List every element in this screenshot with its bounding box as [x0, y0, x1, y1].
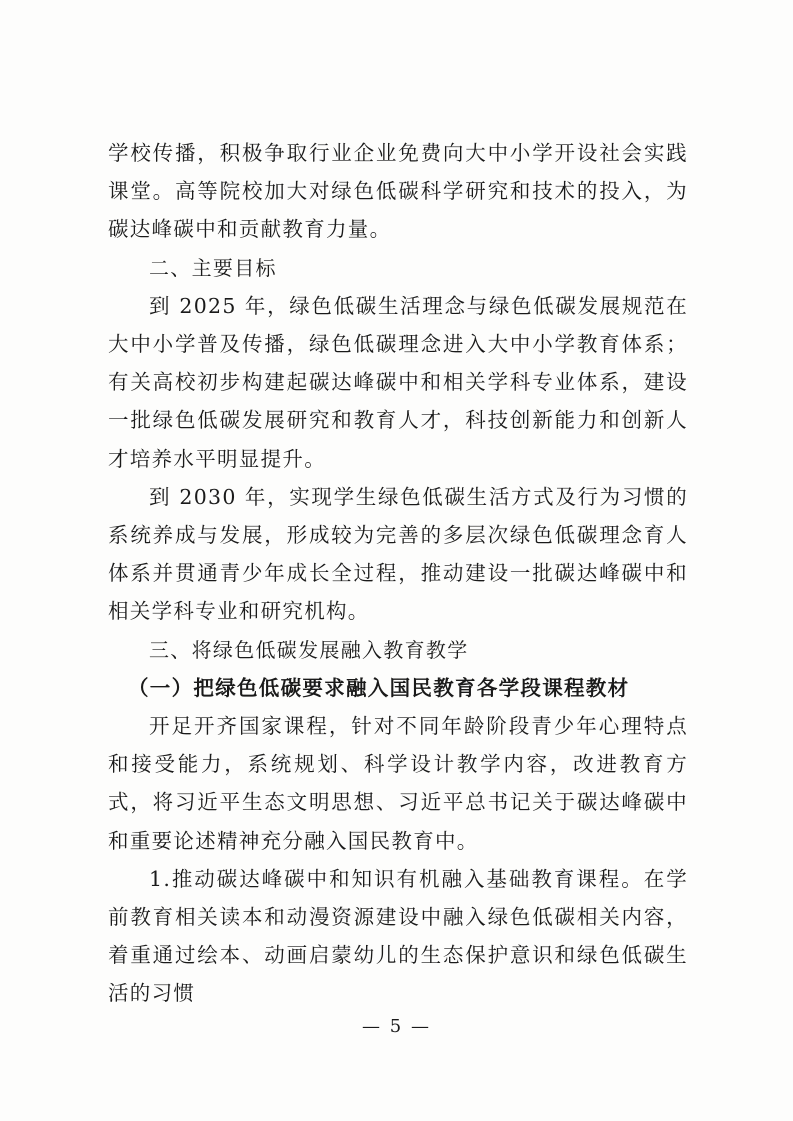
paragraph-goal-2025: 到 2025 年，绿色低碳生活理念与绿色低碳发展规范在大中小学普及传播，绿色低碳理念进入大中小学教育体系；有关高校初步构建起碳达峰碳中和相关学科专业体系，建设一批绿色低碳发展研究和教育人才，科技创新能力和创新人才培养水平明显提升。	[108, 293, 688, 471]
paragraph-intro-continued: 学校传播，积极争取行业企业免费向大中小学开设社会实践课堂。高等院校加大对绿色低碳科学研究和技术的投入，为碳达峰碳中和贡献教育力量。	[108, 141, 688, 242]
paragraph-basic-education: 1.推动碳达峰碳中和知识有机融入基础教育课程。在学前教育相关读本和动漫资源建设中融入绿色低碳相关内容，着重通过绘本、动画启蒙幼儿的生态保护意识和绿色低碳生活的习惯	[108, 866, 688, 1006]
document-body	[108, 134, 688, 1013]
section-heading-education: 三、将绿色低碳发展融入教育教学	[149, 637, 469, 662]
section-heading-main-goals: 二、主要目标	[149, 255, 277, 280]
subsection-heading-curriculum: （一）把绿色低碳要求融入国民教育各学段课程教材	[128, 675, 630, 700]
paragraph-national-curriculum: 开足开齐国家课程，针对不同年龄阶段青少年心理特点和接受能力，系统规划、科学设计教学内容，改进教育方式，将习近平生态文明思想、习近平总书记关于碳达峰碳中和重要论述精神充分融入国民教育中。	[108, 714, 688, 853]
paragraph-goal-2030: 到 2030 年，实现学生绿色低碳生活方式及行为习惯的系统养成与发展，形成较为完善的多层次绿色低碳理念育人体系并贯通青少年成长全过程，推动建设一批碳达峰碳中和相关学科专业和研究机构。	[108, 484, 688, 624]
page-number: — 5 —	[362, 1016, 431, 1037]
